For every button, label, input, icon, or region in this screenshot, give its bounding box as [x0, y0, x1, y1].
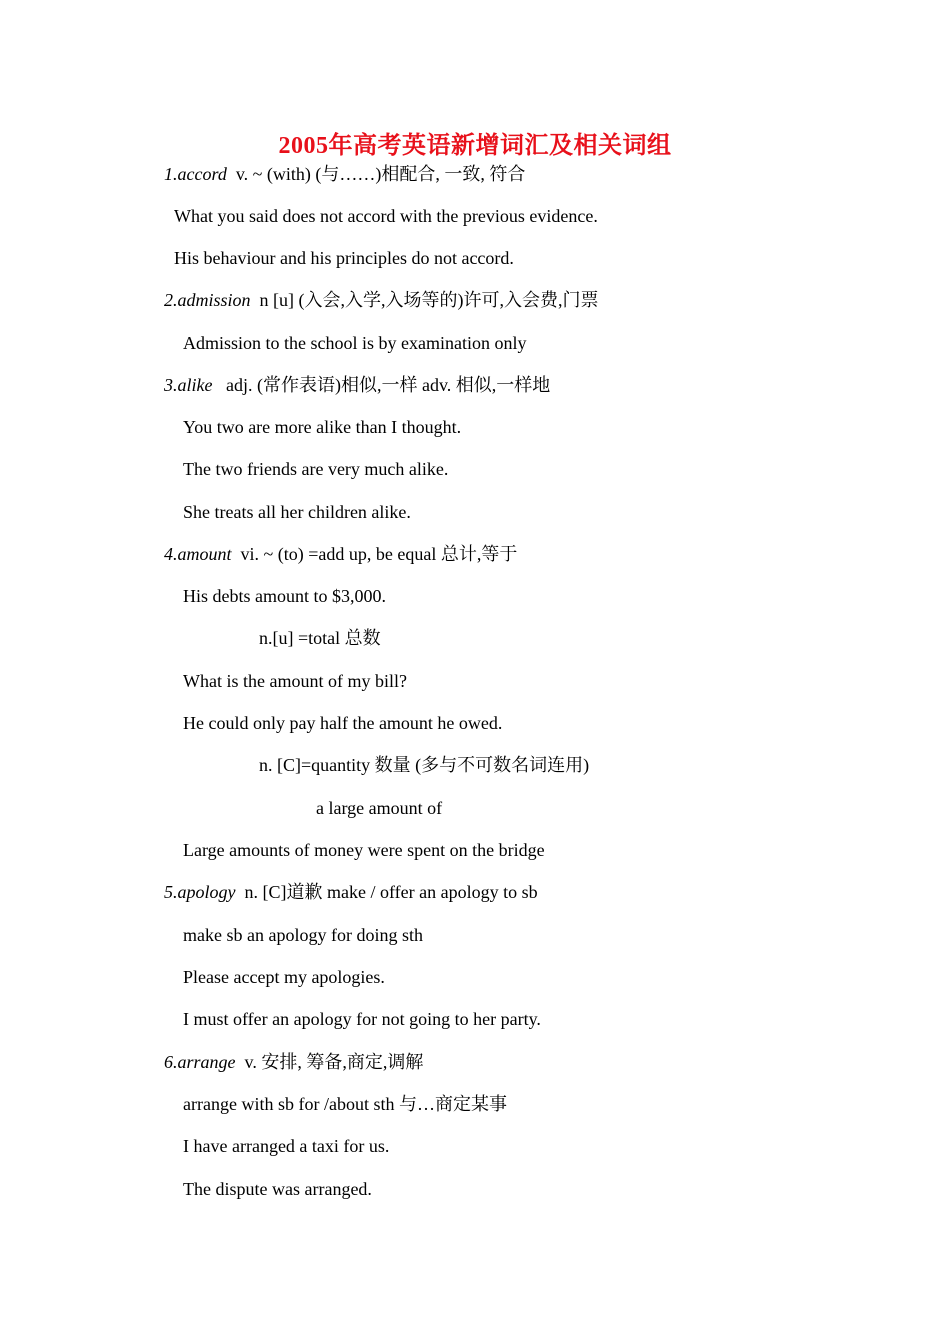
example-sentence: What is the amount of my bill?	[183, 671, 407, 691]
example-sentence: You two are more alike than I thought.	[183, 417, 462, 437]
example-sentence: Please accept my apologies.	[183, 967, 385, 987]
example-sentence: He could only pay half the amount he owed.	[183, 713, 503, 733]
sub-definition: n.[u] =total 总数	[259, 628, 381, 648]
example-sentence: The two friends are very much alike.	[183, 459, 449, 479]
entry-word: 5.apology	[164, 882, 236, 902]
entry-heading	[164, 1050, 423, 1074]
example-sentence: I must offer an apology for not going to her party.	[183, 1009, 541, 1029]
example-sentence: His behaviour and his principles do not accord.	[174, 248, 514, 268]
entry-definition: n. [C]道歉 make / offer an apology to sb	[244, 882, 538, 902]
entry-word: 6.arrange	[164, 1052, 236, 1072]
document-title: 2005年高考英语新增词汇及相关词组	[278, 133, 672, 159]
example-sentence: His debts amount to $3,000.	[183, 586, 386, 606]
entry-heading	[164, 880, 538, 904]
phrase: a large amount of	[316, 798, 443, 818]
example-sentence: The dispute was arranged.	[183, 1179, 372, 1199]
entry-heading	[164, 542, 517, 566]
entry-definition: vi. ~ (to) =add up, be equal 总计,等于	[240, 544, 518, 564]
entry-word: 3.alike	[164, 375, 213, 395]
entry-heading	[164, 162, 525, 186]
example-sentence: Large amounts of money were spent on the bridge	[183, 840, 545, 860]
entry-word: 1.accord	[164, 164, 227, 184]
entry-definition: adj. (常作表语)相似,一样 adv. 相似,一样地	[225, 375, 551, 395]
entry-word: 4.amount	[164, 544, 232, 564]
entry-definition: v. 安排, 筹备,商定,调解	[244, 1052, 424, 1072]
entry-word: 2.admission	[164, 290, 251, 310]
example-sentence: make sb an apology for doing sth	[183, 925, 423, 945]
entry-heading	[164, 288, 599, 312]
example-sentence: I have arranged a taxi for us.	[183, 1136, 390, 1156]
entry-definition: n [u] (入会,入学,入场等的)许可,入会费,门票	[259, 290, 599, 310]
example-sentence: Admission to the school is by examination only	[183, 333, 527, 353]
example-sentence: What you said does not accord with the previous evidence.	[174, 206, 598, 226]
sub-definition: n. [C]=quantity 数量 (多与不可数名词连用)	[259, 755, 590, 775]
entry-definition: v. ~ (with) (与……)相配合, 一致, 符合	[235, 164, 526, 184]
example-sentence: arrange with sb for /about sth 与…商定某事	[183, 1094, 507, 1114]
example-sentence: She treats all her children alike.	[183, 502, 411, 522]
entry-heading	[164, 373, 550, 397]
